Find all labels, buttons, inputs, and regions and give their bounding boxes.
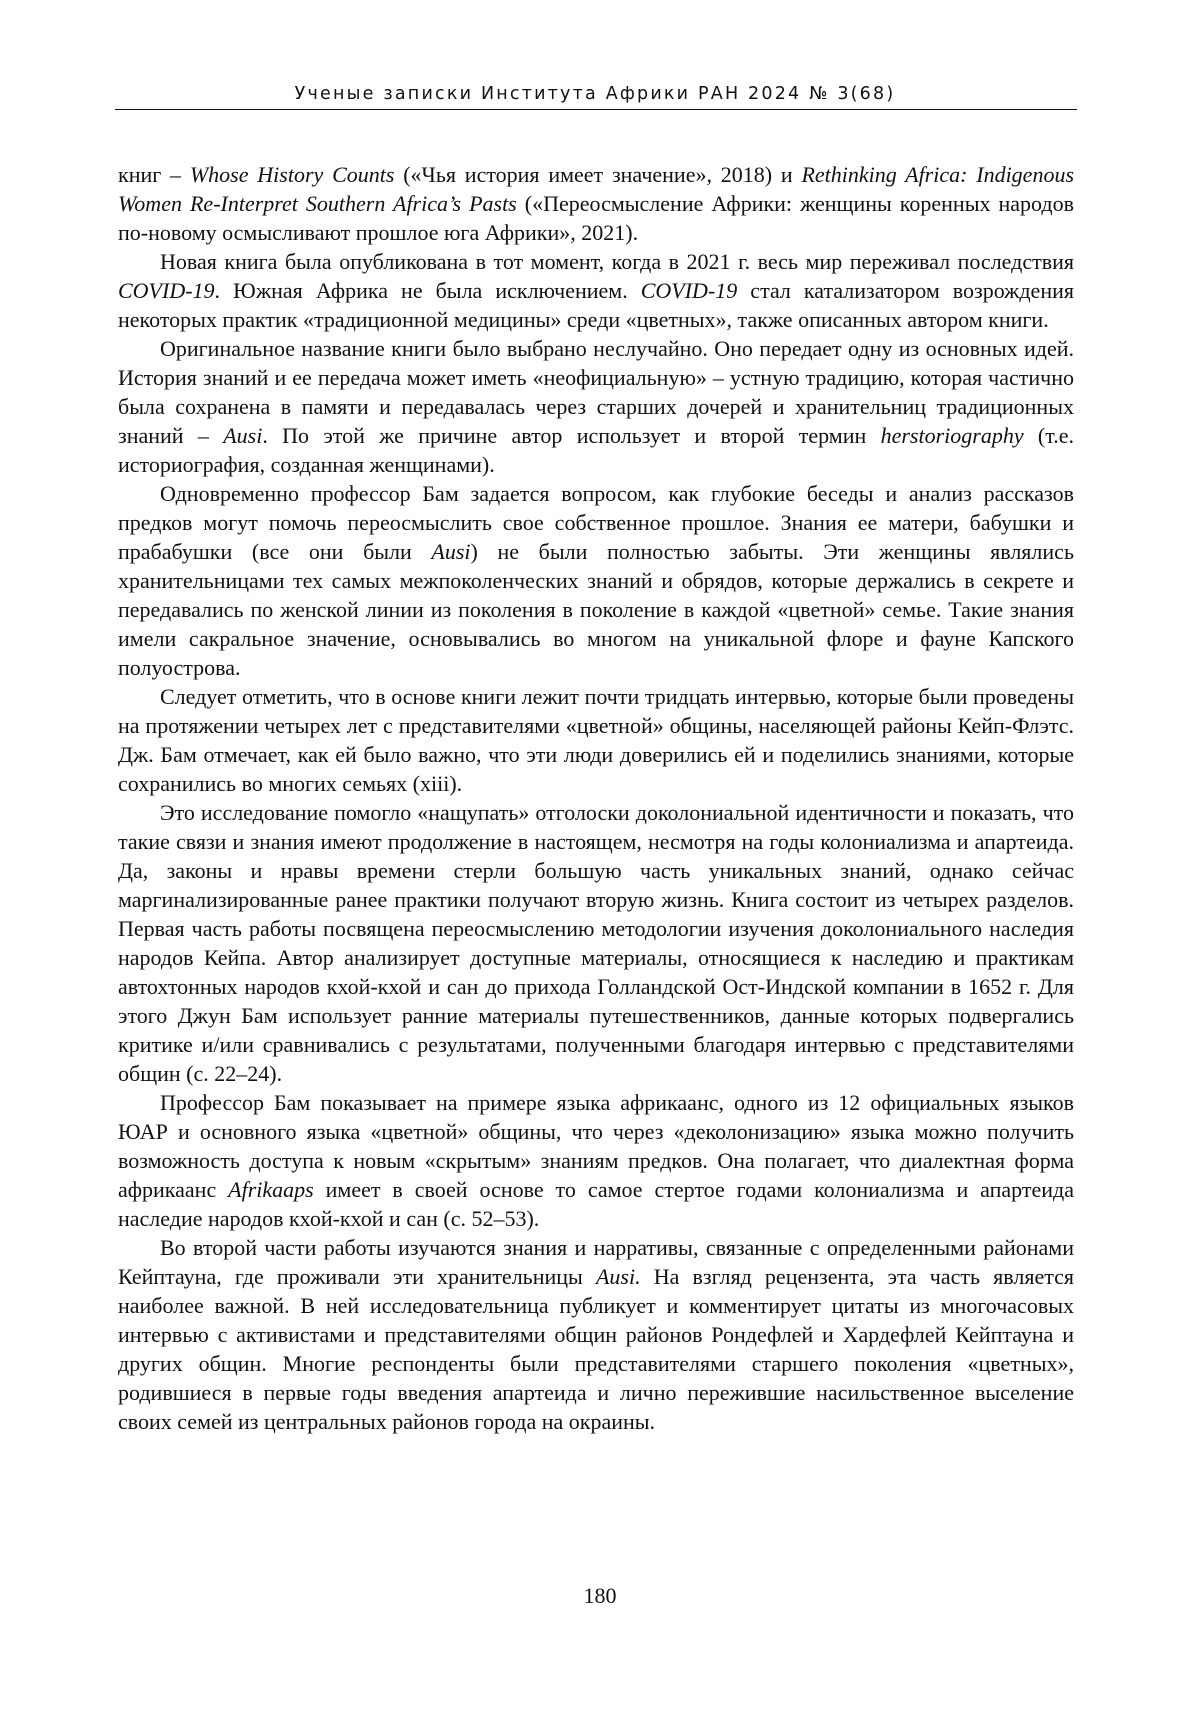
paragraph [118,334,1074,479]
paragraph [118,160,1074,247]
text-run: Следует отметить, что в основе книги лежит почти тридцать интервью, которые были проведены на протяжении четырех лет с представителями «цветной» общины, населяющей районы Кейп-Флэтс. Дж. Бам отмечает, как ей было важно, что эти люди доверились ей и поделились знаниями, которые сохранились во многих семьях (xiii). [118,684,1074,796]
italic-term: Rethinking Africa: Indigenous Women Re-Interpret Southern Africa’s Pasts [118,162,1074,216]
text-run: Это исследование помогло «нащупать» отголоски доколониальной идентичности и показать, что такие связи и знания имеют продолжение в настоящем, несмотря на годы колониализма и апартеида. Да, законы и нравы времени стерли большую часть уникальных знаний, однако сейчас маргинализированные ранее практики получают вторую жизнь. Книга состоит из четырех разделов. Первая часть работы посвящена переосмыслению методологии изучения доколониального наследия народов Кейпа. Автор анализирует доступные материалы, относящиеся к наследию и практикам автохтонных народов кхой-кхой и сан до прихода Голландской Ост-Индской компании в 1652 г. Для этого Джун Бам использует ранние материалы путешественников, данные которых подвергались критике и/или сравнивались с результатами, полученными благодаря интервью с представителями общин (с. 22–24). [118,800,1074,1086]
paragraph [118,479,1074,682]
italic-term: Afrikaaps [228,1177,314,1202]
text-run: ) не были полностью забыты. Эти женщины являлись хранительницами тех самых межпоколенческих знаний и обрядов, которые держались в секрете и передавались по женской линии из поколения в поколение в каждой «цветной» семье. Такие знания имели сакральное значение, основывались во многом на уникальной флоре и фауне Капского полуострова. [118,539,1074,680]
text-run: . Южная Африка не была исключением. [215,278,641,303]
italic-term: COVID-19 [118,278,215,303]
italic-term: Ausi. [596,1264,641,1289]
text-run: Во второй части работы изучаются знания и нарративы, связанные с определенными районами Кейптауна, где проживали эти хранительницы [118,1235,1074,1289]
text-run: . По этой же причине автор использует и второй термин [262,423,880,448]
paragraph [118,682,1074,798]
text-run: книг – [118,162,190,187]
text-run: Профессор Бам показывает на примере языка африкаанс, одного из 12 официальных языков ЮАР и основного языка «цветной» общины, что через «деколонизацию» языка можно получить возможность доступа к новым «скрытым» знаниям предков. Она полагает, что диалектная форма африкаанс [118,1090,1074,1202]
italic-term: COVID-19 [641,278,738,303]
text-run: Оригинальное название книги было выбрано неслучайно. Оно передает одну из основных идей. История знаний и ее передача может иметь «неофициальную» – устную традицию, которая частично была сохранена в памяти и передавалась через старших дочерей и хранительниц традиционных знаний – [118,336,1074,448]
text-run: На взгляд рецензента, эта часть является наиболее важной. В ней исследовательница публикует и комментирует цитаты из многочасовых интервью с активистами и представителями общин районов Рондефлей и Хардефлей Кейптауна и других общин. Многие респонденты были представителями старшего поколения «цветных», родившиеся в первые годы введения апартеида и лично пережившие насильственное выселение своих семей из центральных районов города на окраины. [118,1264,1074,1434]
italic-term: Ausi [431,539,470,564]
page-number: 180 [0,1583,1200,1609]
italic-term: Ausi [223,423,262,448]
text-run: (т.е. историография, созданная женщинами). [118,423,1074,477]
paragraph [118,247,1074,334]
header-rule [115,109,1077,110]
paragraph [118,1233,1074,1436]
text-run: Одновременно профессор Бам задается вопросом, как глубокие беседы и анализ рассказов предков могут помочь переосмыслить свое собственное прошлое. Знания ее матери, бабушки и прабабушки (все они были [118,481,1074,564]
paragraph [118,1088,1074,1233]
text-run: («Чья история имеет значение», 2018) и [394,162,801,187]
article-body [118,160,1074,1436]
paragraph [118,798,1074,1088]
text-run: стал катализатором возрождения некоторых практик «традиционной медицины» среди «цветных», также описанных автором книги. [118,278,1074,332]
italic-term: Whose History Counts [190,162,395,187]
running-header: Ученые записки Института Африки РАН 2024 № 3(68) [115,84,1075,104]
text-run: («Переосмысление Африки: женщины коренных народов по-новому осмысливают прошлое юга Африки», 2021). [118,191,1074,245]
text-run: имеет в своей основе то самое стертое годами колониализма и апартеида наследие народов кхой-кхой и сан (с. 52–53). [118,1177,1074,1231]
text-run: Новая книга была опубликована в тот момент, когда в 2021 г. весь мир переживал последствия [160,249,1074,274]
italic-term: herstoriography [881,423,1024,448]
